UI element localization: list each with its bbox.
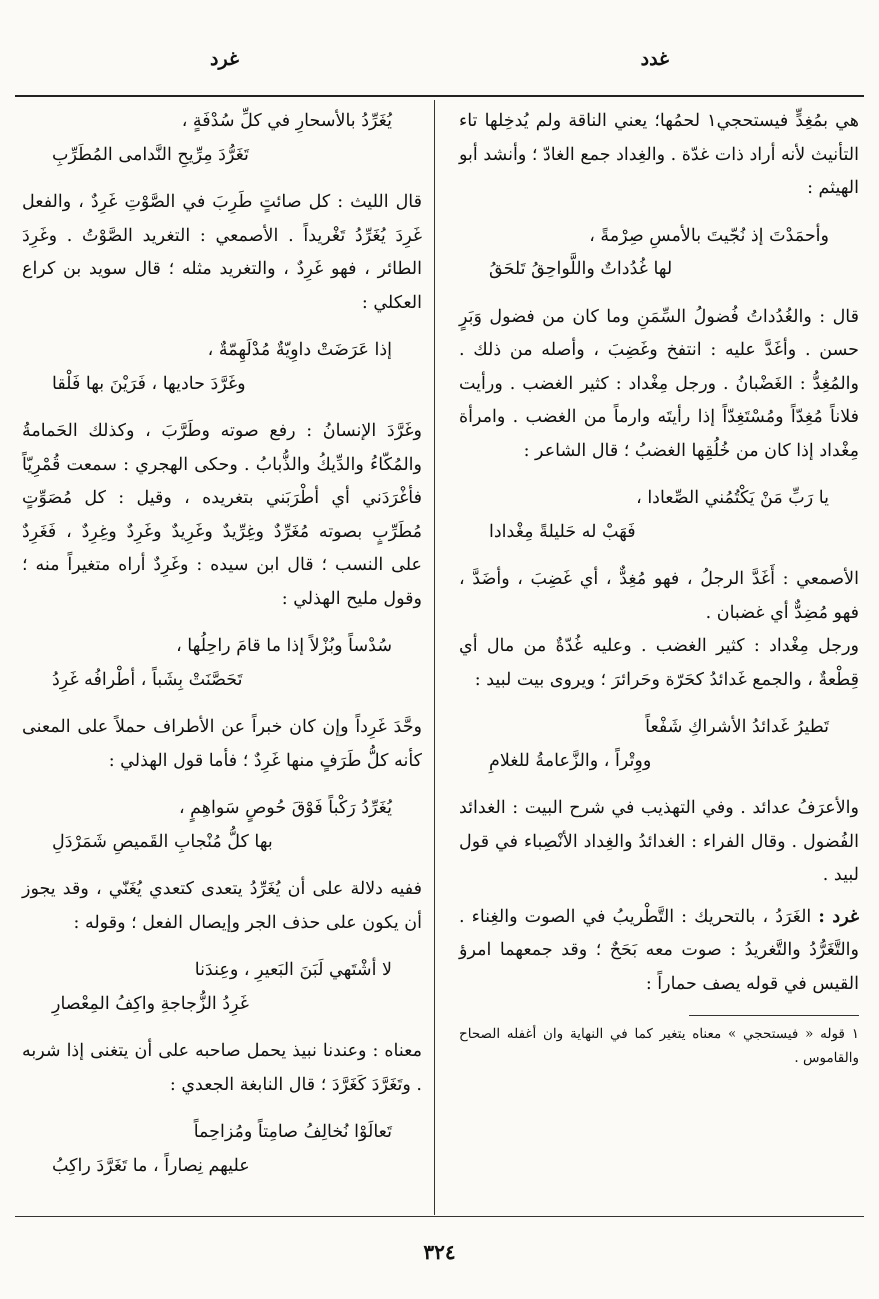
- verse-line: بها كلُّ مُنْجابِ القَميصِ شَمَرْدَلِ: [52, 831, 273, 852]
- verse: [459, 711, 859, 778]
- footnote: ١ قوله « فيستحجي » معناه يتغير كما في النهاية وان أغفله الصحاح والقاموس .: [459, 1026, 859, 1066]
- paragraph: الأصمعي : أَغَدَّ الرجلُ ، فهو مُغِدٌّ ، أي غَضِبَ ، وأضَدَّ ، فهو مُضِدٌّ أي غضبان .: [459, 569, 859, 623]
- verse-line: لها غُدُداتٌ واللَّواحِقُ تَلحَقُ: [489, 259, 673, 279]
- column-divider: [434, 100, 435, 1215]
- entry-paragraph: [459, 901, 859, 1002]
- header-right-root-word: غدد: [640, 48, 669, 70]
- footnote-rule: [689, 1015, 859, 1016]
- paragraph: والأعرَفُ عدائد . وفي التهذيب في شرح البيت : الغدائد الفُضول . وقال الفراء : الغدائدُ والغِداد الأنْصِباء في قول لبيد .: [459, 798, 859, 885]
- verse-line: تَغَرُّدَ مِرِّيحِ النَّدامى المُطَرِّبِ: [52, 144, 249, 165]
- paragraph: وغَرَّدَ الإنسانُ : رفع صوته وطَرَّبَ ، وكذلك الحَمامةُ والمُكّاءُ والدِّيكُ والذُّبابُ . وحكى الهجري : سمعت قُمْرِيّاً فأغْرَدَني أي أطْرَبَني بتغريده ، وقيل : كل مُصَوِّتٍ مُطَرِّبٍ بصوته مُغَرِّدٌ وغِرِّيدٌ وغَرِيدٌ وغَرِدٌ وغِرِدٌ ، فَغَرِدٌ على النسب ؛ قال ابن سيده : وغَرِدٌ أراه متغيراً منه ؛ وقول مليح الهذلي :: [22, 421, 422, 609]
- verse-line: يُغَرِّدُ رَكْباً فَوْقَ حُوصٍ سَواهِمٍ ،: [178, 798, 392, 818]
- verse: [22, 105, 422, 172]
- verse: [22, 954, 422, 1021]
- verse-line: عليهم نِصاراً ، ما تَغَرَّدَ راكِبُ: [52, 1155, 250, 1176]
- page-number: ٣٢٤: [423, 1240, 456, 1264]
- paragraph: ففيه دلالة على أن يُغَرِّدُ يتعدى كتعدي يُغَنّي ، وقد يجوز أن يكون على حذف الجر وإيصال الفعل ؛ وقوله :: [22, 879, 422, 933]
- verse-line: فَهَبْ له حَليلةً مِغْدادا: [489, 521, 636, 542]
- paragraph: وحَّدَ غَرِداً وإن كان خبراً عن الأطراف حملاً على المعنى كأنه كلُّ طَرَفٍ منها غَرِدٌ ؛ فأما قول الهذلي :: [22, 717, 422, 771]
- verse-line: يا رَبِّ مَنْ يَكْتُمُني الصِّعادا ،: [636, 488, 829, 508]
- header-rule: [15, 95, 864, 97]
- verse: [22, 1116, 422, 1183]
- verse-line: يُغَرِّدُ بالأسحارِ في كلِّ سُدْفَةٍ ،: [181, 111, 392, 131]
- verse-line: وغَرَّدَ حاديها ، فَرَيْنَ بها فَلْقا: [52, 373, 246, 394]
- entry-heading: غرد :: [818, 906, 859, 927]
- verse-line: وأحمَدْتَ إذ نُجّيتَ بالأمسِ صِرْمةً ،: [589, 225, 829, 246]
- verse-line: تَطيرُ غَدائدُ الأشراكِ شَفْعاً: [645, 717, 829, 737]
- verse-line: سُدْساً وبُزْلاً إذا ما قامَ راحِلُها ،: [176, 636, 392, 656]
- verse-line: إذا عَرَضَتْ داوِيّةٌ مُدْلَهِمّةٌ ،: [207, 340, 392, 360]
- verse: [22, 630, 422, 697]
- verse-line: غَرِدُ الزُّجاجةِ واكِفُ المِعْصارِ: [52, 993, 249, 1014]
- header-left-root-word: غرد: [210, 48, 239, 70]
- entry-text: الغَرَدُ ، بالتحريك : التَّطْريبُ في الصوت والغِناء . والتَّغَرُّدُ والتَّغريدُ : صوت معه بَحَحٌ ؛ وقد جمعهما امرؤ القيس في قوله يصف حماراً :: [459, 906, 859, 994]
- verse: [22, 792, 422, 859]
- verse-line: تَحَصَّنَتْ بِشَباً ، أطْرافُه غَرِدُ: [52, 669, 243, 690]
- verse-line: ووِتْراً ، والزَّعامةُ للغلامِ: [489, 750, 652, 771]
- footer-rule: [15, 1216, 864, 1217]
- paragraph: معناه : وعندنا نبيذ يحمل صاحبه على أن يتغنى إذا شربه . وتَغَرَّدَ كَغَرَّدَ ؛ قال النابغة الجعدي :: [22, 1041, 422, 1095]
- paragraph: قال الليث : كل صائتٍ طَرِبَ في الصَّوْتِ غَرِدٌ ، والفعل غَرِدَ يُغَرِّدُ تَغْريداً . الأصمعي : التغريد الصَّوْتُ . وغَرِدَ الطائر ، فهو غَرِدٌ ، والتغريد مثله ؛ قال سويد بن كراع العكلي :: [22, 192, 422, 313]
- verse: [22, 334, 422, 401]
- verse: [459, 482, 859, 549]
- verse-line: تَعالَوْا نُخالِفُ صامِتاً ومُزاحِماً: [193, 1122, 392, 1142]
- right-column: [459, 105, 859, 1070]
- paragraph: هي بمُغِدٍّ فيستحجي١ لحمُها؛ يعني الناقة ولم يُدخِلها تاء التأنيث لأنه أراد ذات غدّة . والغِداد جمع الغادّ ؛ وأنشد أبو الهيثم :: [459, 111, 859, 198]
- verse-line: لا أشْتَهي لَبَنَ البَعيرِ ، وعِندَنا: [194, 960, 392, 980]
- left-column: [22, 105, 422, 1197]
- paragraph: ورجل مِغْداد : كثير الغضب . وعليه غُدّةٌ من مال أي قِطْعةٌ ، والجمع غَدائدُ كحَرّة وحَرائرَ ؛ ويروى بيت لبيد :: [459, 636, 859, 690]
- verse: [459, 220, 859, 287]
- paragraph: قال : والغُدُداتُ فُضولُ السِّمَنِ وما كان من فضول وَبَرٍ حسن . وأغَدَّ عليه : انتفخ وغَضِبَ ، وأصله من ذلك . والمُغِدُّ : الغَضْبانُ . ورجل مِغْداد : كثير الغضب . ورأيت فلاناً مُغِدّاً ومُسْتَغِدّاً إذا رأيتَه وارماً من الغضب . وامرأة مِغْداد إذا كان من خُلُقِها الغضبُ ؛ قال الشاعر :: [459, 306, 859, 461]
